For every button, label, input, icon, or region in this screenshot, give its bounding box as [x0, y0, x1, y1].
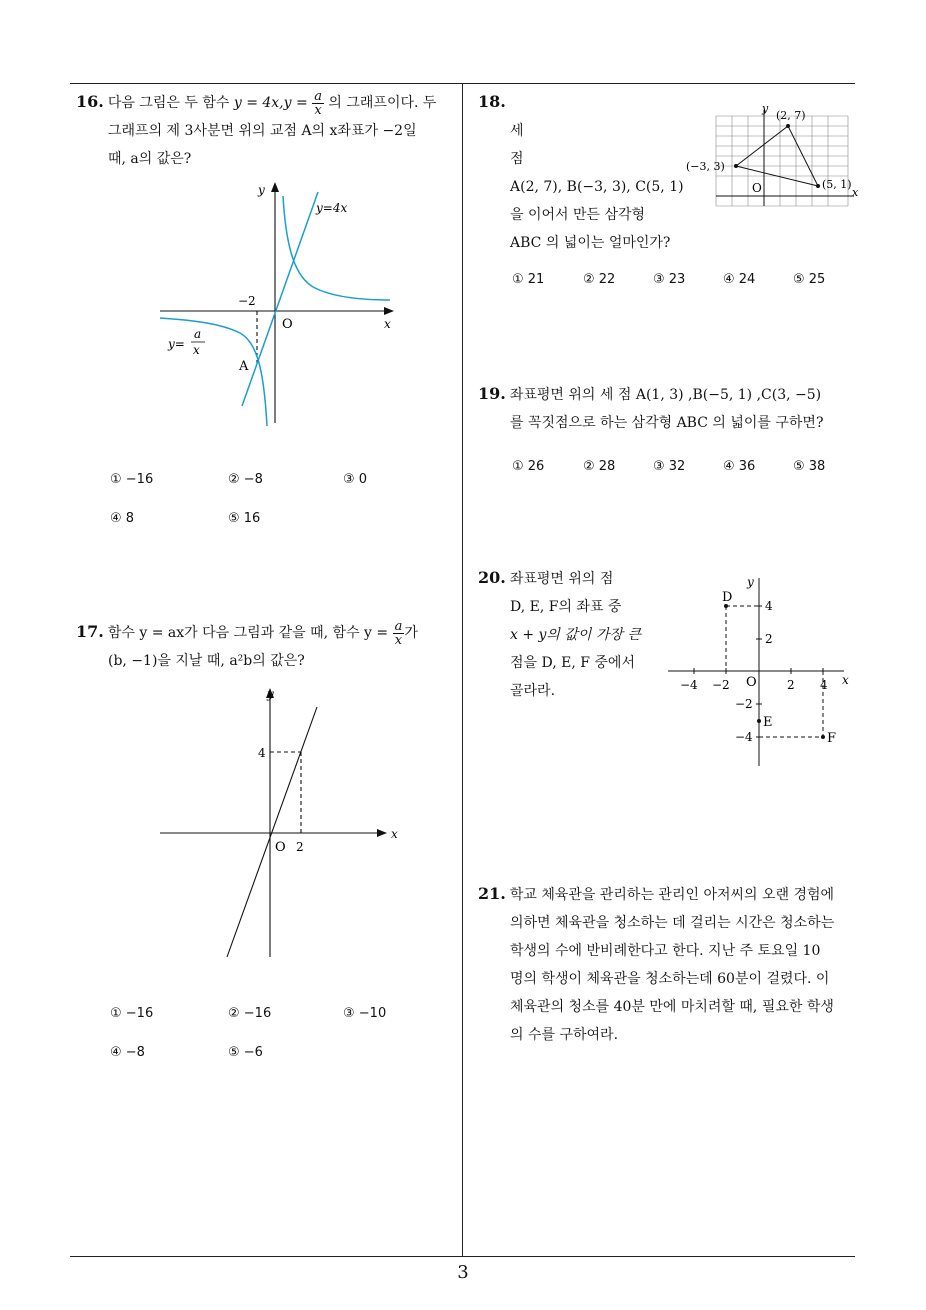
- q16-choice-1[interactable]: ① −16: [110, 472, 154, 487]
- q20-xtick-4: 4: [820, 678, 828, 692]
- q18-x-label: x: [852, 186, 859, 199]
- question-16: [76, 88, 460, 173]
- q20-line4: 점을 D, E, F 중에서: [510, 655, 635, 671]
- q16-hyper-prefix: y=: [168, 337, 185, 351]
- q17-choice-5[interactable]: ⑤ −6: [228, 1045, 263, 1060]
- q16-line-label: y=4x: [316, 201, 348, 215]
- q16-point-a: A: [239, 359, 249, 374]
- bottom-rule: [70, 1256, 855, 1257]
- q20-x-label: x: [842, 673, 849, 687]
- q16-number: 16.: [76, 92, 104, 111]
- question-21: [478, 880, 868, 1049]
- question-20: [478, 564, 658, 705]
- q20-ytick-2: 2: [765, 632, 773, 646]
- q20-line2: D, E, F의 좌표 중: [510, 599, 622, 615]
- q18-number: 18.: [478, 92, 506, 111]
- q19-line2: 를 꼭짓점으로 하는 삼각형 ABC 의 넓이를 구하면?: [510, 415, 824, 431]
- q18-line1: 세: [510, 123, 524, 139]
- q20-line5: 골라라.: [510, 683, 556, 699]
- q17-number: 17.: [76, 622, 104, 641]
- q16-line1: 16. 다음 그림은 두 함수 y = 4x,y = $\frac{a}{x}$ 의 그래프이다. 두: [76, 88, 437, 118]
- q18-choice-4[interactable]: ④ 24: [723, 272, 756, 287]
- q21-line1: 학교 체육관을 관리하는 관리인 아저씨의 오랜 경험에: [509, 887, 835, 903]
- q20-number: 20.: [478, 568, 506, 587]
- q21-line4: 명의 학생이 체육관을 청소하는데 60분이 걸렸다. 이: [510, 971, 830, 987]
- q20-line1: 좌표평면 위의 점: [509, 571, 614, 587]
- q20-graph: [664, 572, 854, 772]
- q18-choice-1[interactable]: ① 21: [512, 272, 545, 287]
- q20-ytick-neg4: −4: [735, 730, 753, 744]
- q16-origin: O: [282, 317, 293, 332]
- q20-line3: x + y의 값이 가장 큰: [510, 627, 641, 643]
- q18-origin: O: [752, 181, 762, 195]
- q16-graph: [150, 178, 410, 428]
- q20-xtick-2: 2: [787, 678, 795, 692]
- q18-choice-2[interactable]: ② 22: [583, 272, 616, 287]
- q16-choice-2[interactable]: ② −8: [228, 472, 263, 487]
- q16-hyper-den: x: [193, 343, 200, 357]
- q16-y-label: y: [258, 183, 265, 197]
- q18-choice-3[interactable]: ③ 23: [653, 272, 686, 287]
- q18-line5: ABC 의 넓이는 얼마인가?: [510, 235, 671, 251]
- q18-graph: [684, 102, 864, 212]
- q17-graph: [155, 682, 405, 962]
- q20-origin: O: [746, 675, 757, 690]
- q18-line2: 점: [510, 151, 524, 167]
- q20-point-e: E: [763, 715, 773, 730]
- q20-point-d: D: [722, 590, 733, 605]
- q20-point-f: F: [827, 731, 837, 746]
- q18-point-c: (5, 1): [822, 178, 852, 191]
- q18-line3: A(2, 7), B(−3, 3), C(5, 1): [510, 179, 684, 195]
- q16-choice-3[interactable]: ③ 0: [343, 472, 368, 487]
- q19-choice-1[interactable]: ① 26: [512, 459, 545, 474]
- q17-choice-2[interactable]: ② −16: [228, 1006, 272, 1021]
- q17-x-label: x: [391, 827, 398, 841]
- q18-y-label: y: [762, 102, 769, 115]
- q17-origin: O: [275, 840, 286, 855]
- q21-number: 21.: [478, 884, 506, 903]
- q17-choice-3[interactable]: ③ −10: [343, 1006, 387, 1021]
- q18-line4: 을 이어서 만든 삼각형: [510, 207, 646, 223]
- q18-point-a: (2, 7): [776, 109, 806, 122]
- q17-y-tick: 4: [258, 746, 266, 760]
- q21-line3: 학생의 수에 반비례한다고 한다. 지난 주 토요일 10: [510, 943, 821, 959]
- question-17: [76, 618, 460, 675]
- q20-y-label: y: [747, 575, 754, 589]
- page-number: 3: [457, 1262, 469, 1283]
- q16-hyper-num: a: [194, 327, 202, 341]
- q17-y-label: y: [267, 687, 274, 701]
- q17-choice-4[interactable]: ④ −8: [110, 1045, 145, 1060]
- q16-fraction: $\frac{a}{x}$: [314, 88, 322, 118]
- q17-choice-1[interactable]: ① −16: [110, 1006, 154, 1021]
- question-19: [478, 380, 868, 437]
- q16-x-label: x: [384, 317, 391, 331]
- q16-line2: 그래프의 제 3사분면 위의 교점 A의 x좌표가 −2일: [108, 123, 417, 139]
- q19-line1: 좌표평면 위의 세 점 A(1, 3) ,B(−5, 1) ,C(3, −5): [509, 387, 822, 403]
- question-18: [478, 88, 698, 257]
- q17-line2: (b, −1)을 지날 때, a²b의 값은?: [108, 653, 305, 669]
- q21-line5: 체육관의 청소를 40분 만에 마치려할 때, 필요한 학생: [510, 999, 834, 1015]
- q20-ytick-neg2: −2: [735, 697, 753, 711]
- q19-choice-4[interactable]: ④ 36: [723, 459, 756, 474]
- column-divider: [462, 83, 463, 1257]
- q17-line1: 17. 함수 y = ax가 다음 그림과 같을 때, 함수 y = $\frac{a}{x}$ 가: [76, 618, 418, 648]
- q19-choice-3[interactable]: ③ 32: [653, 459, 686, 474]
- q18-choice-5[interactable]: ⑤ 25: [793, 272, 826, 287]
- q19-choice-2[interactable]: ② 28: [583, 459, 616, 474]
- q16-line3: 때, a의 값은?: [108, 151, 192, 167]
- q18-point-b: (−3, 3): [686, 160, 725, 173]
- q19-choice-5[interactable]: ⑤ 38: [793, 459, 826, 474]
- q20-xtick-neg2: −2: [712, 678, 730, 692]
- q20-xtick-neg4: −4: [680, 678, 698, 692]
- q20-ytick-4: 4: [765, 599, 773, 613]
- q21-line2: 의하면 체육관을 청소하는 데 걸리는 시간은 청소하는: [510, 915, 835, 931]
- q16-neg2-label: −2: [238, 294, 256, 308]
- q17-x-tick: 2: [296, 840, 304, 854]
- q19-number: 19.: [478, 384, 506, 403]
- q16-choice-4[interactable]: ④ 8: [110, 511, 135, 526]
- q16-choice-5[interactable]: ⑤ 16: [228, 511, 261, 526]
- q17-fraction: $\frac{a}{x}$: [394, 618, 403, 648]
- q21-line6: 의 수를 구하여라.: [510, 1027, 619, 1043]
